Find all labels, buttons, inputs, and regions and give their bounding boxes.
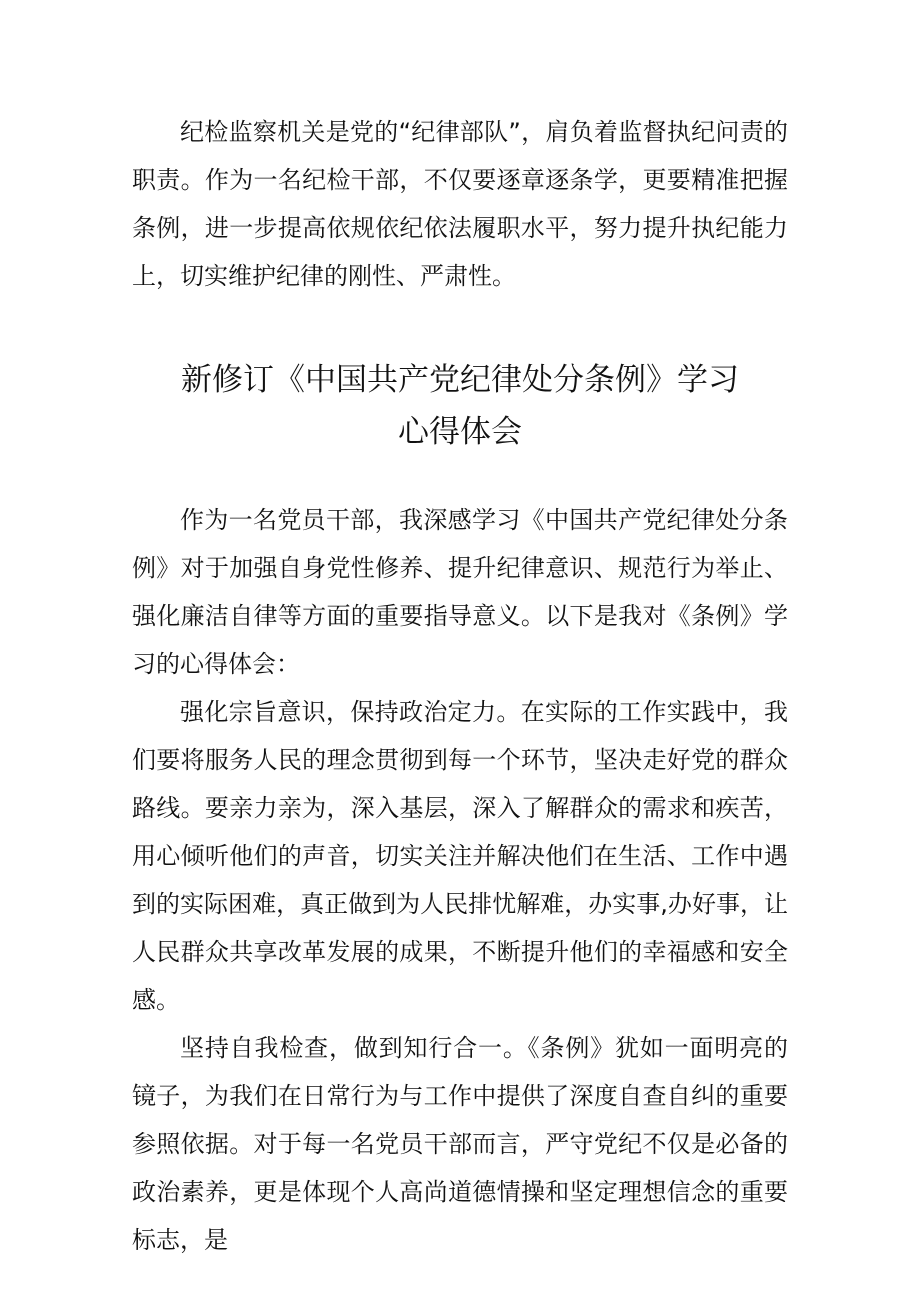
document-title-line-2: 心得体会 bbox=[398, 414, 522, 450]
body-paragraph-2: 强化宗旨意识，保持政治定力。在实际的工作实践中，我们要将服务人民的理念贯彻到每一个环节，坚决走好党的群众路线。要亲力亲为，深入基层，深入了解群众的需求和疾苦，用心倾听他们的声音，切实关注并解决他们在生活、工作中遇到的实际困难，真正做到为人民排忧解难，办实事,办好事，让人民群众共享改革发展的成果，不断提升他们的幸福感和安全感。 bbox=[132, 698, 788, 1014]
intro-paragraph: 纪检监察机关是党的“纪律部队”，肩负着监督执纪问责的职责。作为一名纪检干部，不仅要逐章逐条学，更要精准把握条例，进一步提高依规依纪依法履职水平，努力提升执纪能力上，切实维护纪律的刚性、严肃性。 bbox=[132, 118, 788, 290]
body-paragraph-3: 坚持自我检查，做到知行合一。《条例》犹如一面明亮的镜子，为我们在日常行为与工作中提供了深度自查自纠的重要参照依据。对于每一名党员干部而言，严守党纪不仅是必备的政治素养，更是体现个人高尚道德情操和坚定理想信念的重要标志，是 bbox=[132, 1034, 788, 1254]
body-paragraph-1: 作为一名党员干部，我深感学习《中国共产党纪律处分条例》对于加强自身党性修养、提升纪律意识、规范行为举止、强化廉洁自律等方面的重要指导意义。以下是我对《条例》学习的心得体会： bbox=[132, 506, 788, 678]
document-title-line-1: 新修订《中国共产党纪律处分条例》学习 bbox=[181, 362, 739, 398]
